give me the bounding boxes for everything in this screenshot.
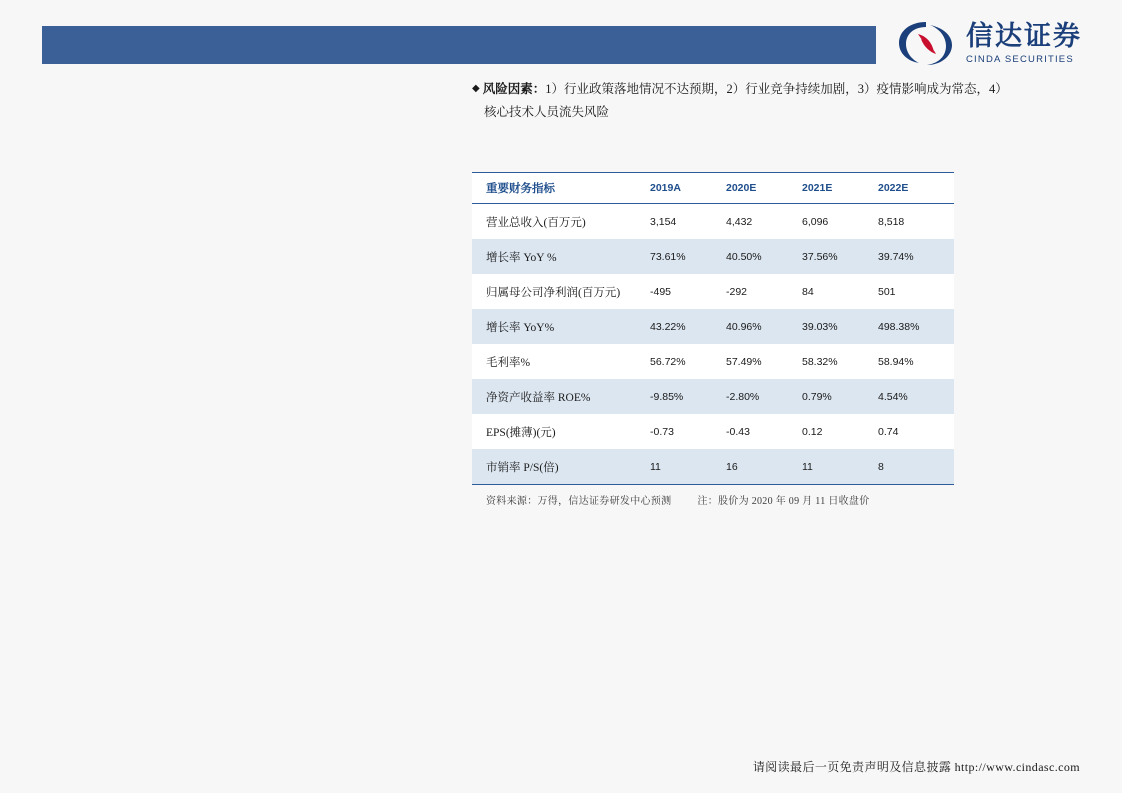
row-value: 8	[878, 449, 954, 485]
row-value: 4.54%	[878, 379, 954, 414]
row-value: 498.38%	[878, 309, 954, 344]
table-row	[472, 204, 954, 240]
column-header-2021e: 2021E	[802, 173, 878, 204]
row-value: -2.80%	[726, 379, 802, 414]
footer-disclaimer: 请阅读最后一页免责声明及信息披露	[752, 760, 952, 774]
table-row	[472, 379, 954, 414]
price-note-text: 注：股价为 2020 年 09 月 11 日收盘价	[697, 496, 870, 507]
table-source-note	[472, 492, 954, 507]
row-label: 营业总收入(百万元)	[472, 204, 650, 240]
column-header-2020e: 2020E	[726, 173, 802, 204]
risk-factors-line-1	[472, 78, 1092, 101]
risk-factors-line-2	[484, 101, 1092, 124]
row-value: 0.79%	[802, 379, 878, 414]
row-value: 40.50%	[726, 239, 802, 274]
table-row	[472, 449, 954, 485]
row-value: 84	[802, 274, 878, 309]
row-value: 11	[802, 449, 878, 485]
table-row	[472, 274, 954, 309]
row-value: 16	[726, 449, 802, 485]
row-value: 4,432	[726, 204, 802, 240]
row-value: 0.12	[802, 414, 878, 449]
row-value: 8,518	[878, 204, 954, 240]
table-row	[472, 344, 954, 379]
row-value: 39.74%	[878, 239, 954, 274]
logo-text	[966, 23, 1082, 65]
row-label: 增长率 YoY %	[472, 239, 650, 274]
table-row	[472, 239, 954, 274]
row-value: 43.22%	[650, 309, 726, 344]
row-value: -495	[650, 274, 726, 309]
table-title-cell: 重要财务指标	[472, 173, 650, 204]
header-band	[42, 26, 876, 64]
row-value: 3,154	[650, 204, 726, 240]
row-value: -9.85%	[650, 379, 726, 414]
row-label: 归属母公司净利润(百万元)	[472, 274, 650, 309]
row-value: -292	[726, 274, 802, 309]
table-header-row	[472, 173, 954, 204]
row-value: 56.72%	[650, 344, 726, 379]
diamond-bullet-icon: ◆	[472, 83, 480, 94]
row-label: EPS(摊薄)(元)	[472, 414, 650, 449]
row-value: 58.32%	[802, 344, 878, 379]
row-value: 73.61%	[650, 239, 726, 274]
logo-chinese-name: 信达证券	[966, 21, 1082, 52]
risk-factors-block	[472, 78, 1092, 124]
row-value: 501	[878, 274, 954, 309]
row-value: -0.73	[650, 414, 726, 449]
column-header-2019a: 2019A	[650, 173, 726, 204]
page-footer	[753, 758, 1080, 775]
company-logo	[896, 18, 1082, 70]
row-value: 37.56%	[802, 239, 878, 274]
risk-factors-title: 风险因素：	[482, 82, 546, 96]
column-header-2022e: 2022E	[878, 173, 954, 204]
row-label: 毛利率%	[472, 344, 650, 379]
row-value: 40.96%	[726, 309, 802, 344]
logo-english-name: CINDA SECURITIES	[966, 54, 1074, 66]
cinda-logo-icon	[896, 20, 958, 68]
table-row	[472, 414, 954, 449]
row-label: 市销率 P/S(倍)	[472, 449, 650, 485]
row-label: 净资产收益率 ROE%	[472, 379, 650, 414]
row-value: 57.49%	[726, 344, 802, 379]
row-value: 58.94%	[878, 344, 954, 379]
row-value: 39.03%	[802, 309, 878, 344]
row-label: 增长率 YoY%	[472, 309, 650, 344]
financial-summary-table	[472, 172, 954, 507]
row-value: 0.74	[878, 414, 954, 449]
row-value: -0.43	[726, 414, 802, 449]
risk-factors-text-2: 核心技术人员流失风险	[484, 105, 610, 120]
risk-factors-text-1: 1）行业政策落地情况不达预期，2）行业竞争持续加剧，3）疫情影响成为常态，4）	[545, 82, 1008, 96]
table-row	[472, 309, 954, 344]
row-value: 11	[650, 449, 726, 485]
source-text: 资料来源：万得，信达证券研发中心预测	[486, 496, 672, 507]
footer-url[interactable]: http://www.cindasc.com	[954, 760, 1080, 774]
row-value: 6,096	[802, 204, 878, 240]
